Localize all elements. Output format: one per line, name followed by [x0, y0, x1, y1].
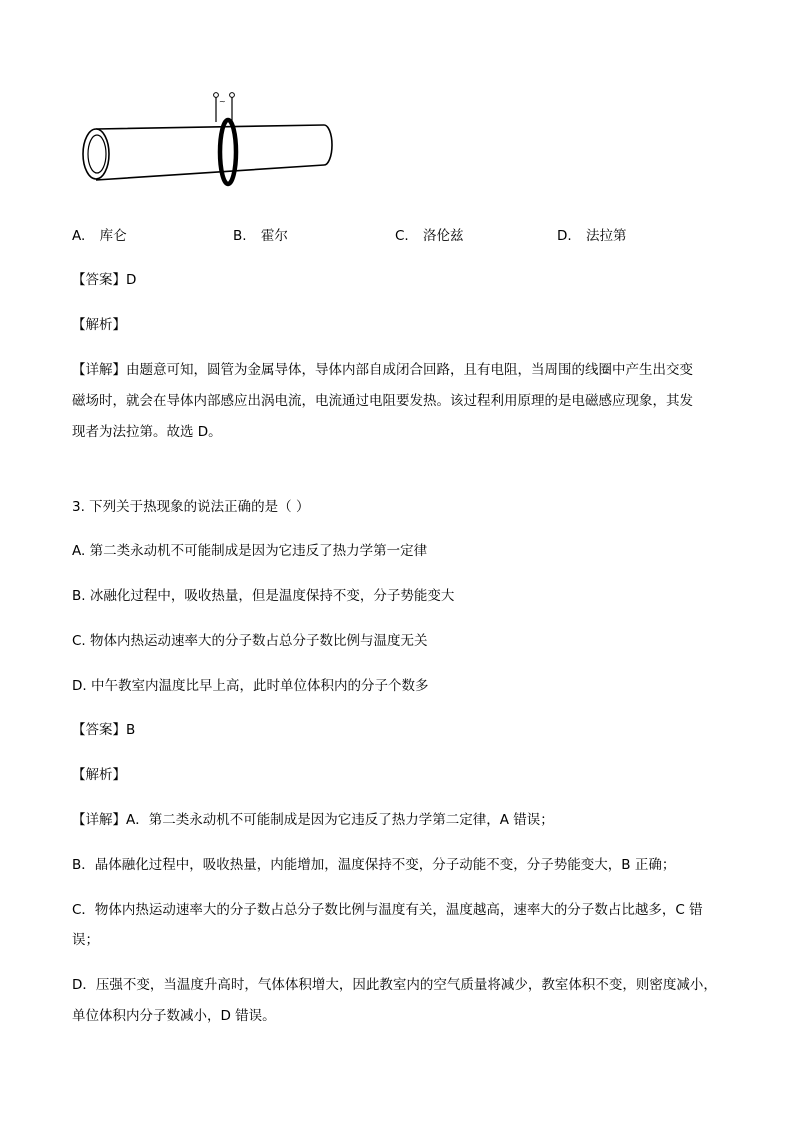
answer-line-prev — [72, 270, 136, 290]
option-text: 法拉第 — [585, 228, 627, 244]
option-c — [395, 226, 464, 246]
option-text: 库仑 — [99, 228, 127, 244]
q3-detail-line-c: C．物体内热运动速率大的分子数占总分子数比例与温度有关，温度越高，速率大的分子数占比越多，C 错 — [72, 902, 703, 918]
detail-text: A．第二类永动机不可能制成是因为它违反了热力学第二定律，A 错误； — [126, 812, 554, 828]
detail-text: 由题意可知，圆管为金属导体，导体内部自成闭合回路，且有电阻，当周围的线圈中产生出交变 — [126, 362, 693, 378]
option-a — [72, 226, 127, 246]
option-text: 霍尔 — [260, 228, 288, 244]
question-3-stem: 3. 下列关于热现象的说法正确的是（ ） — [72, 499, 310, 515]
option-d — [557, 226, 626, 246]
detail-label: 【详解】 — [72, 812, 126, 828]
option-text: 洛伦兹 — [423, 228, 464, 244]
detail-label: 【详解】 — [72, 362, 126, 378]
q3-detail-line-c-cont: 误； — [72, 932, 99, 948]
answer-value: B — [126, 722, 136, 738]
analysis-label-prev: 【解析】 — [72, 317, 126, 333]
option-b — [233, 226, 288, 246]
detail-line-3-prev: 现者为法拉第。故选 D。 — [72, 424, 222, 440]
tube-coil-figure — [76, 88, 346, 193]
option-letter: D. — [557, 228, 572, 244]
answer-label: 【答案】 — [72, 722, 126, 738]
q3-option-b: B. 冰融化过程中，吸收热量，但是温度保持不变，分子势能变大 — [72, 588, 455, 604]
q3-option-d: D. 中午教室内温度比早上高，此时单位体积内的分子个数多 — [72, 678, 429, 694]
answer-line-q3 — [72, 720, 135, 740]
q3-detail-line-d: D．压强不变，当温度升高时，气体体积增大，因此教室内的空气质量将减少，教室体积不变，则密度减小， — [72, 977, 717, 993]
answer-value: D — [126, 272, 137, 288]
q3-option-a: A. 第二类永动机不可能制成是因为它违反了热力学第一定律 — [72, 543, 428, 559]
answer-label: 【答案】 — [72, 272, 126, 288]
option-letter: C. — [395, 228, 409, 244]
option-letter: B. — [233, 228, 247, 244]
q3-detail-line-d-cont: 单位体积内分子数减小，D 错误。 — [72, 1008, 276, 1024]
detail-line-1-prev — [72, 360, 693, 380]
svg-text:~: ~ — [219, 97, 226, 106]
q3-detail-line-a — [72, 810, 554, 830]
analysis-label-q3: 【解析】 — [72, 767, 126, 783]
option-letter: A. — [72, 228, 86, 244]
q3-detail-line-b: B．晶体融化过程中，吸收热量，内能增加，温度保持不变，分子动能不变，分子势能变大，B 正确； — [72, 857, 676, 873]
q3-option-c: C. 物体内热运动速率大的分子数占总分子数比例与温度无关 — [72, 633, 428, 649]
detail-line-2-prev: 磁场时，就会在导体内部感应出涡电流，电流通过电阻要发热。该过程利用原理的是电磁感应现象，其发 — [72, 393, 693, 409]
